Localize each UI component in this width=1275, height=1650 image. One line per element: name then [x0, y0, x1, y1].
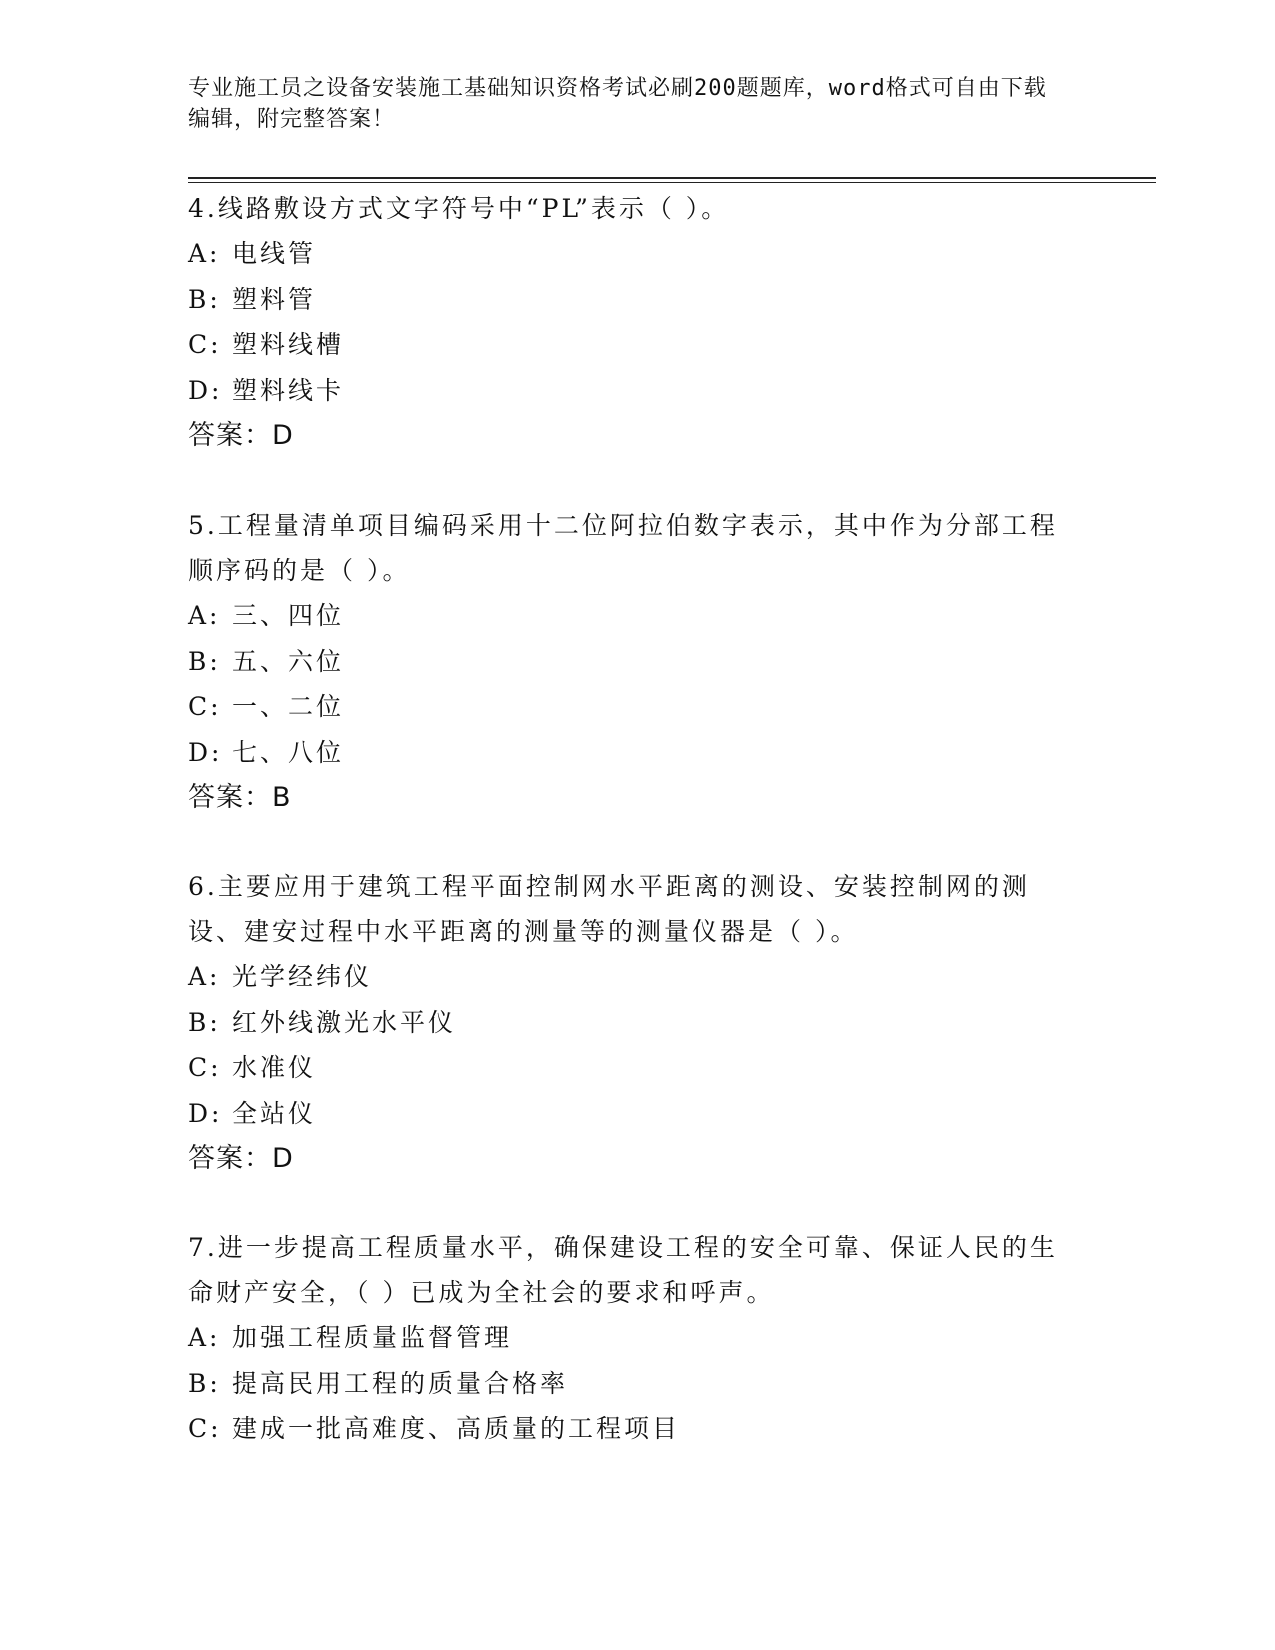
answer-line: 答案：D: [188, 1143, 294, 1174]
option-text: 五、六位: [232, 646, 345, 676]
option-key: D:: [188, 1098, 223, 1128]
question-stem: 4.线路敷设方式文字符号中“PL”表示（ ）。: [188, 194, 730, 223]
header-divider-thick: [188, 177, 1156, 179]
option-key: A:: [188, 962, 221, 991]
option-key: B:: [188, 1007, 221, 1037]
option-c: [188, 322, 1068, 368]
option-key: A:: [188, 601, 221, 630]
answer-line: 答案：B: [188, 782, 292, 813]
option-key: D:: [188, 737, 223, 767]
option-key: A:: [188, 1323, 221, 1352]
option-b: [188, 277, 1068, 323]
document-header: 专业施工员之设备安装施工基础知识资格考试必刷200题题库，word格式可自由下载编辑，附完整答案！: [188, 76, 1047, 132]
option-text: 塑料管: [232, 284, 317, 314]
option-text: 加强工程质量监督管理: [232, 1323, 513, 1352]
option-c: [188, 1406, 1068, 1452]
option-c: [188, 684, 1068, 730]
option-key: C:: [188, 692, 222, 721]
option-text: 电线管: [232, 239, 317, 268]
option-b: [188, 1361, 1068, 1407]
option-c: [188, 1045, 1068, 1091]
header-divider-thin: [188, 182, 1156, 183]
option-text: 七、八位: [232, 737, 345, 767]
option-text: 三、四位: [232, 601, 345, 630]
option-key: C:: [188, 330, 222, 359]
question-7: [188, 1225, 1068, 1452]
option-key: B:: [188, 284, 221, 314]
option-text: 一、二位: [232, 692, 345, 721]
question-stem: 7.进一步提高工程质量水平，确保建设工程的安全可靠、保证人民的生命财产安全，（ ）已成为全社会的要求和呼声。: [188, 1233, 1058, 1307]
question-6: [188, 864, 1068, 1182]
option-key: A:: [188, 239, 221, 268]
option-text: 塑料线卡: [232, 375, 345, 405]
option-text: 光学经纬仪: [232, 962, 373, 991]
option-text: 提高民用工程的质量合格率: [232, 1368, 569, 1398]
option-text: 全站仪: [232, 1098, 317, 1128]
option-key: C:: [188, 1053, 222, 1082]
option-d: [188, 730, 1068, 776]
option-key: B:: [188, 1368, 221, 1398]
option-a: [188, 231, 1068, 277]
option-text: 水准仪: [232, 1053, 317, 1082]
option-key: B:: [188, 646, 221, 676]
option-b: [188, 1000, 1068, 1046]
option-key: D:: [188, 375, 223, 405]
option-b: [188, 639, 1068, 685]
answer-line: 答案：D: [188, 420, 294, 451]
option-text: 塑料线槽: [232, 330, 345, 359]
question-stem: 5.工程量清单项目编码采用十二位阿拉伯数字表示，其中作为分部工程顺序码的是（ ）。: [188, 511, 1058, 585]
question-stem: 6.主要应用于建筑工程平面控制网水平距离的测设、安装控制网的测设、建安过程中水平距离的测量等的测量仪器是（ ）。: [188, 872, 1030, 946]
option-d: [188, 1091, 1068, 1137]
option-a: [188, 593, 1068, 639]
question-4: [188, 186, 1068, 459]
option-d: [188, 368, 1068, 414]
option-text: 红外线激光水平仪: [232, 1007, 457, 1037]
option-key: C:: [188, 1414, 222, 1443]
option-a: [188, 1315, 1068, 1361]
question-5: [188, 503, 1068, 821]
option-text: 建成一批高难度、高质量的工程项目: [232, 1414, 681, 1443]
option-a: [188, 954, 1068, 1000]
